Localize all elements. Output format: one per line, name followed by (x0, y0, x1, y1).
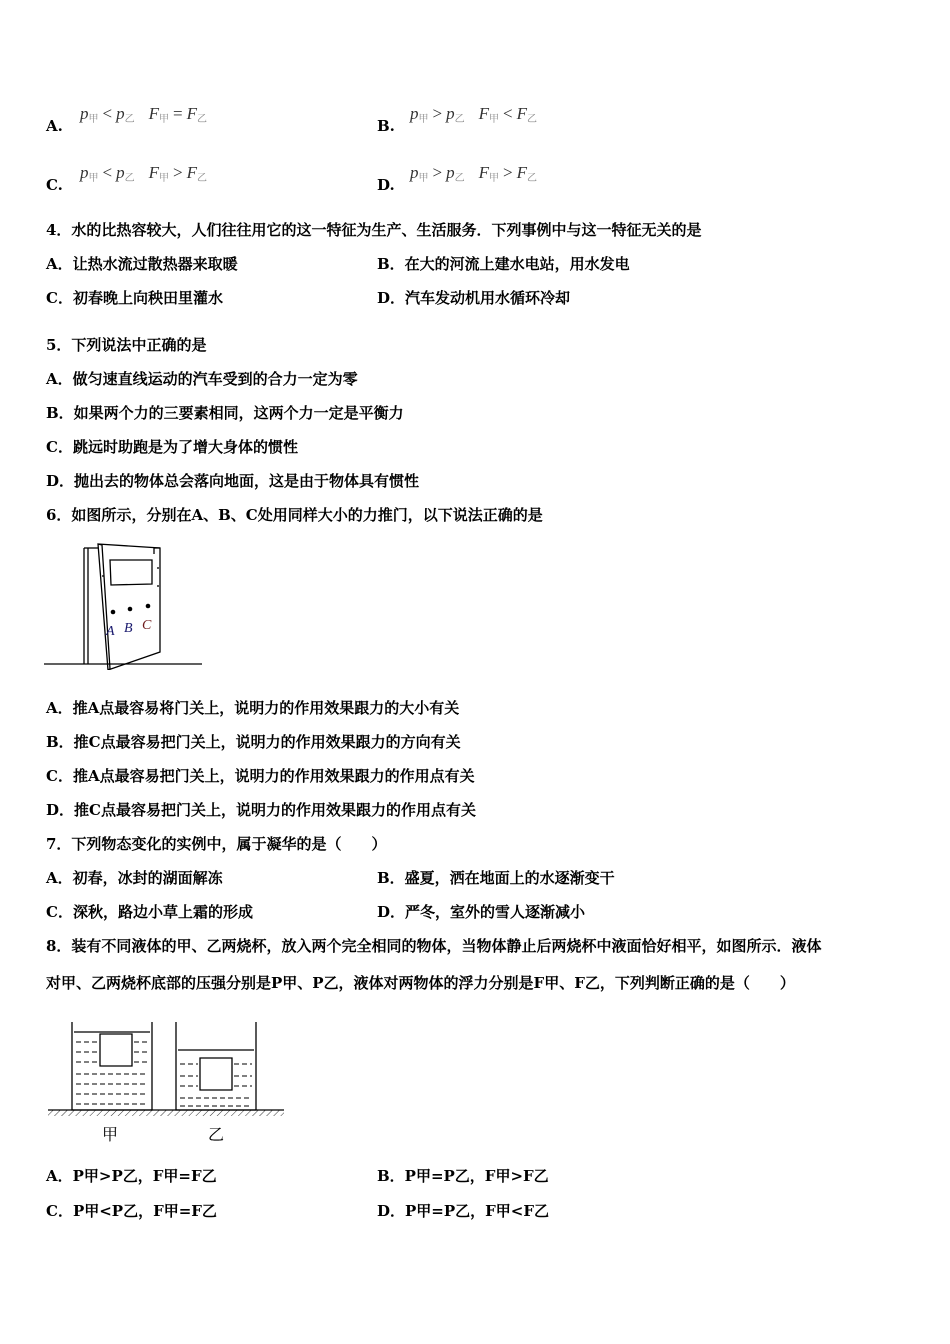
q6-option-a[interactable]: A．推A点最容易将门关上，说明力的作用效果跟力的大小有关 (46, 699, 460, 717)
q6-stem: 6．如图所示，分别在A、B、C处用同样大小的力推门，以下说法正确的是 (46, 506, 543, 524)
q4-option-d[interactable]: D．汽车发动机用水循环冷却 (377, 289, 571, 307)
q5-option-b[interactable]: B．如果两个力的三要素相同，这两个力一定是平衡力 (46, 404, 404, 422)
q3-option-d-formula: $p_甲 > p_乙$ $F_甲 > F_乙$ (410, 163, 537, 184)
q7-option-b[interactable]: B．盛夏，洒在地面上的水逐渐变干 (377, 869, 615, 887)
q5-option-a[interactable]: A．做匀速直线运动的汽车受到的合力一定为零 (46, 370, 358, 388)
beaker-figure (46, 1018, 286, 1148)
q3-option-a-label: A. (46, 117, 63, 135)
ground (48, 1110, 284, 1116)
door-dot-c (146, 604, 151, 609)
q7-option-c[interactable]: C．深秋，路边小草上霜的形成 (46, 903, 253, 921)
door-point-b: B (124, 621, 133, 636)
beaker-label-left: 甲 (102, 1125, 119, 1144)
q7-option-a[interactable]: A．初春，冰封的湖面解冻 (46, 869, 223, 887)
q6-option-b[interactable]: B．推C点最容易把门关上，说明力的作用效果跟力的方向有关 (46, 733, 461, 751)
beaker-left (72, 1022, 152, 1110)
q8-option-c[interactable]: C．P甲<P乙，F甲=F乙 (46, 1202, 217, 1220)
q8-stem-line1: 8．装有不同液体的甲、乙两烧杯，放入两个完全相同的物体，当物体静止后两烧杯中液面恰好相平，如图所示．液体 (46, 937, 822, 955)
q8-stem-line2: 对甲、乙两烧杯底部的压强分别是P甲、P乙，液体对两物体的浮力分别是F甲、F乙，下列判断正确的是（ ） (46, 974, 795, 992)
q3-option-b-label: B. (377, 117, 395, 135)
q5-option-d[interactable]: D．抛出去的物体总会落向地面，这是由于物体具有惯性 (46, 472, 420, 490)
beaker-label-right: 乙 (208, 1125, 225, 1144)
q3-option-d-label: D. (377, 176, 395, 194)
q3-option-b-formula: $p_甲 > p_乙$ $F_甲 < F_乙$ (410, 104, 537, 125)
door-point-a: A (106, 624, 115, 639)
q4-option-a[interactable]: A．让热水流过散热器来取暖 (46, 255, 238, 273)
q8-option-a[interactable]: A．P甲>P乙，F甲=F乙 (46, 1167, 217, 1185)
q4-option-c[interactable]: C．初春晚上向秧田里灌水 (46, 289, 223, 307)
q3-option-c-formula: $p_甲 < p_乙$ $F_甲 > F_乙$ (80, 163, 207, 184)
q5-option-c[interactable]: C．跳远时助跑是为了增大身体的惯性 (46, 438, 298, 456)
q4-stem: 4．水的比热容较大，人们往往用它的这一特征为生产、生活服务．下列事例中与这一特征无关的是 (46, 221, 702, 239)
door-dot-a (111, 610, 116, 615)
q3-option-c-label: C. (46, 176, 63, 194)
q4-option-b[interactable]: B．在大的河流上建水电站，用水发电 (377, 255, 630, 273)
q6-option-d[interactable]: D．推C点最容易把门关上，说明力的作用效果跟力的作用点有关 (46, 801, 476, 819)
q3-option-a-formula: $p_甲 < p_乙$ $F_甲 = F_乙$ (80, 104, 207, 125)
q6-option-c[interactable]: C．推A点最容易把门关上，说明力的作用效果跟力的作用点有关 (46, 767, 475, 785)
q8-option-d[interactable]: D．P甲=P乙，F甲<F乙 (377, 1202, 550, 1220)
q5-stem: 5．下列说法中正确的是 (46, 336, 207, 354)
q7-option-d[interactable]: D．严冬，室外的雪人逐渐减小 (377, 903, 586, 921)
door-dot-b (128, 607, 133, 612)
q7-stem: 7．下列物态变化的实例中，属于凝华的是（ ） (46, 835, 387, 853)
q8-option-b[interactable]: B．P甲=P乙，F甲>F乙 (377, 1167, 549, 1185)
door-point-c: C (142, 618, 152, 633)
beaker-right (176, 1022, 256, 1110)
door-frame (44, 548, 202, 664)
door-figure (44, 540, 206, 670)
